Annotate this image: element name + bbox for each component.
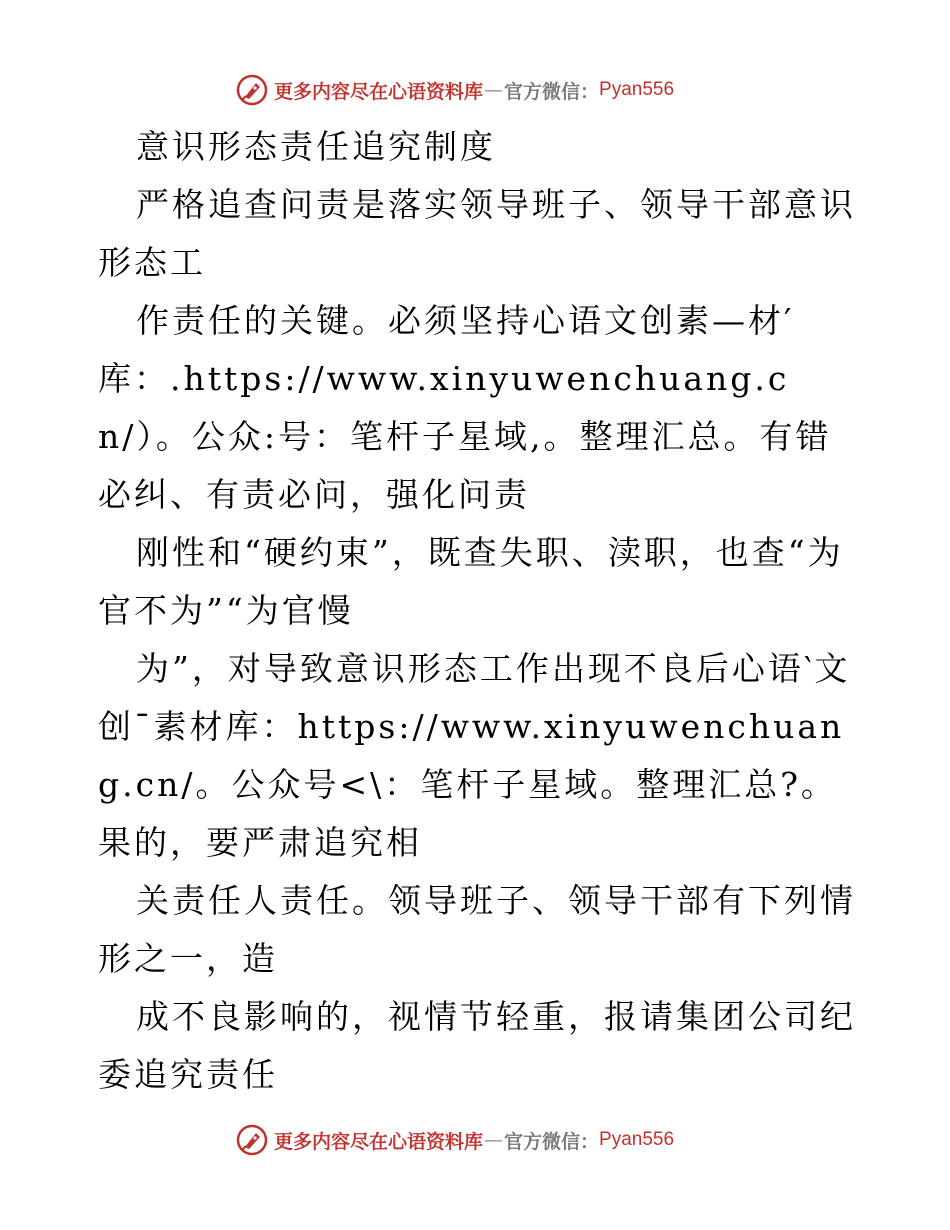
paragraph-3: 刚性和“硬约束”，既查失职、渎职，也查“为官不为”“为官慢	[98, 533, 844, 630]
document-body	[98, 118, 858, 1104]
footer-contact-id: Pyan556	[599, 1129, 675, 1150]
paragraph-4: 为”，对导致意识形态工作出现不良后心语‵文创¯素材库：https://www.xinyuwenchuang.cn/。公众号<\：笔杆子星域。整理汇总?。果的，要严肃追究相	[98, 649, 851, 862]
header-watermark-banner	[236, 72, 674, 108]
footer-contact-label: 官方微信：	[504, 1130, 600, 1153]
document-title: 意识形态责任追究制度	[136, 127, 496, 166]
header-separator: —	[484, 79, 504, 101]
header-contact-label: 官方微信：	[504, 80, 600, 103]
paragraph-2: 作责任的关键。必须坚持心语文创素—材′库：.https://www.xinyuwenchuang.cn/）。公众:号：笔杆子星域,。整理汇总。有错必纠、有责必问，强化问责	[98, 301, 832, 514]
footer-separator: —	[484, 1129, 504, 1151]
header-brand-text: 更多内容尽在心语资料库	[274, 80, 484, 103]
header-contact-id: Pyan556	[599, 79, 675, 100]
paragraph-1: 严格追查问责是落实领导班子、领导干部意识形态工	[98, 185, 856, 282]
pen-nib-logo-icon	[236, 74, 268, 106]
footer-watermark-banner	[236, 1122, 674, 1158]
footer-brand-text: 更多内容尽在心语资料库	[274, 1130, 484, 1153]
paragraph-5: 关责任人责任。领导班子、领导干部有下列情形之一，造	[98, 881, 856, 978]
paragraph-6: 成不良影响的，视情节轻重，报请集团公司纪委追究责任	[98, 997, 856, 1094]
pen-nib-logo-icon	[236, 1124, 268, 1156]
